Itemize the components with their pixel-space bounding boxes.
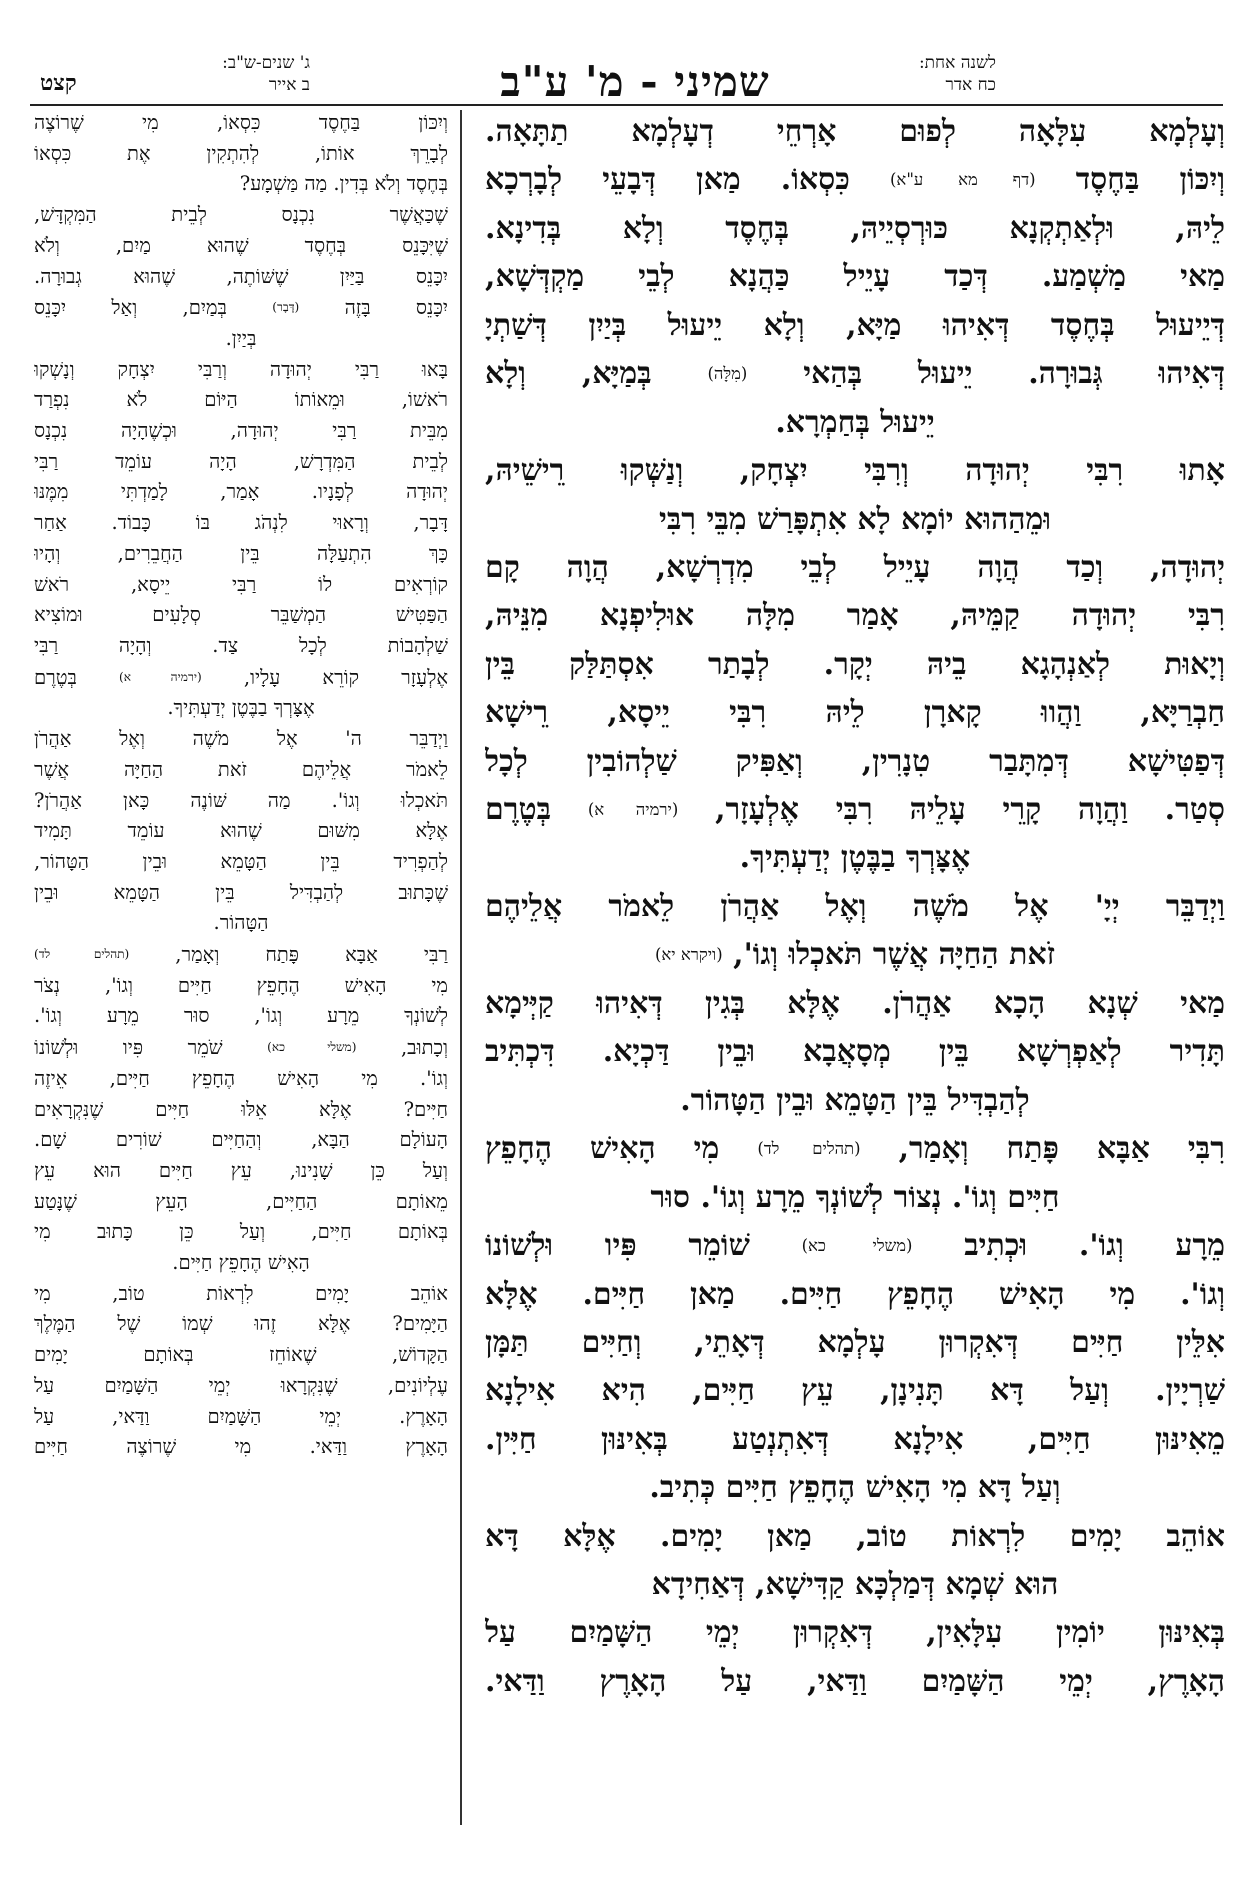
main-text: בְּמַיָּא, וְלָא bbox=[485, 356, 652, 392]
side-line bbox=[34, 1309, 448, 1340]
side-line bbox=[34, 600, 448, 631]
side-line bbox=[34, 1371, 448, 1402]
side-line bbox=[34, 1125, 448, 1156]
side-text: הַקָּדוֹשׁ, שֶׁאוֹחֵז בְּאוֹתָם יָמִים bbox=[34, 1343, 448, 1367]
side-text: עֶלְיוֹנִים, שֶׁנִּקְרָאוּ יְמֵי הַשָּׁמַיִם עַל bbox=[34, 1373, 448, 1397]
side-line bbox=[34, 939, 448, 971]
main-text: דְּפַטִּישָׁא דְּמִתָּבַר טִנָרִין, וְאַפִּיק שַׁלְהוֹבִין לְכָל bbox=[485, 743, 1225, 779]
side-text: לֵאמֹר אֲלֵיהֶם זֹאת הַחַיָּה אֲשֶׁר bbox=[34, 757, 448, 781]
header-right-dates bbox=[856, 52, 996, 96]
main-line bbox=[485, 156, 1225, 205]
side-text: מֵאוֹתָם הַחַיִּים, הָעֵץ שֶׁנָּטַע bbox=[34, 1189, 448, 1213]
side-line bbox=[34, 570, 448, 601]
side-line bbox=[34, 724, 448, 755]
folio-number: קצט bbox=[40, 70, 77, 96]
main-line bbox=[485, 205, 1225, 253]
translation-column bbox=[34, 108, 448, 1838]
side-line bbox=[34, 539, 448, 570]
side-text: הַפַּטִּישׁ הַמְשַׁבֵּר סְלָעִים וּמוֹצִיא bbox=[34, 603, 448, 627]
side-text: אֶצָּרְךָ בַבֶּטֶן יְדַעְתִּיךָ. bbox=[167, 696, 315, 720]
main-text: מַאי מַשְׁמַע. דְּכַד עָיֵיל כַּהֲנָא לְבֵי מַקְדְּשָׁא, bbox=[485, 259, 1225, 295]
main-text: וְגוֹ'. מִי הָאִישׁ הֶחָפֵץ חַיִּים. מַאן חַיִּים. אֶלָּא bbox=[485, 1276, 1225, 1312]
side-text: שַׁלְהָבוֹת לְכָל צַד. וְהָיָה רַבִּי bbox=[34, 633, 448, 657]
side-line bbox=[34, 324, 448, 355]
side-text: קוֹרְאִים לוֹ רַבִּי יֵיסָא, רֹאשׁ bbox=[34, 572, 448, 596]
main-line bbox=[485, 350, 1225, 399]
side-line bbox=[34, 1032, 448, 1064]
main-line bbox=[485, 253, 1225, 301]
side-text: הָאָרֶץ וַדַּאי. מִי שֶׁרוֹצֶה חַיִּים bbox=[34, 1435, 448, 1459]
side-text: מִי הָאִישׁ הֶחָפֵץ חַיִּים וְגוֹ', נְצֹר bbox=[34, 973, 448, 997]
main-line bbox=[485, 1222, 1225, 1271]
main-line bbox=[485, 496, 1225, 544]
header-one-year-date: כח אדר bbox=[945, 75, 996, 95]
main-text: סְטַר. וַהֲוָה קָרֵי עָלֵיהּ רִבִּי אֶלְעָזָר, bbox=[715, 792, 1225, 828]
main-line bbox=[485, 1077, 1225, 1125]
main-text: רִבִּי יְהוּדָה קַמֵּיהּ, אָמַר מִלָּה אוּלִיפְנָא מִנֵּיהּ, bbox=[485, 598, 1225, 634]
side-citation: (משלי כא) bbox=[267, 1040, 357, 1055]
main-line bbox=[485, 786, 1225, 835]
side-citation: (ירמיה א) bbox=[119, 669, 202, 684]
side-line bbox=[34, 755, 448, 786]
main-text: מִי הָאִישׁ הֶחָפֵץ bbox=[485, 1131, 720, 1167]
main-text: שׁוֹמֵר פִּיו וּלְשׁוֹנוֹ bbox=[485, 1228, 750, 1264]
main-line bbox=[485, 931, 1225, 980]
header-rule bbox=[30, 104, 1223, 106]
main-text: מֵאִינּוּן חַיִּים, אִילָנָא דְּאִתְנְטַע בְּאִינּוּן חַיִּין. bbox=[485, 1421, 1225, 1457]
side-text: לְבֵית הַמִּדְרָשׁ, הָיָה עוֹמֵד רַבִּי bbox=[34, 449, 448, 473]
side-text: וְכָתוּב, bbox=[400, 1036, 448, 1060]
main-text: זֹאת הַחַיָּה אֲשֶׁר תֹּאכְלוּ וְגוֹ', bbox=[733, 937, 1056, 973]
main-text: חַבְרַיָּא, וַהֲווּ קָארָן לֵיהּ רִבִּי יֵיסָא, רֵישָׁא bbox=[485, 695, 1225, 731]
side-text: יִכָּנֵס בַּיַּיִן שֶׁשּׁוֹתֶה, שֶׁהוּא גְבוּרָה. bbox=[34, 264, 448, 288]
main-line bbox=[485, 1513, 1225, 1561]
main-citation: (מִלָּה) bbox=[707, 364, 748, 384]
side-line bbox=[34, 1217, 448, 1248]
main-text: הָאָרֶץ, יְמֵי הַשָּׁמַיִם וַדַּאי, עַל הָאָרֶץ וַדַּאי. bbox=[485, 1663, 1225, 1699]
side-text: רֹאשׁוֹ, וּמֵאוֹתוֹ הַיּוֹם לֹא נִפְרַד bbox=[34, 388, 448, 412]
side-line bbox=[34, 508, 448, 539]
side-text: יִכָּנֵס בָּזֶה bbox=[344, 296, 448, 320]
side-line bbox=[34, 786, 448, 817]
main-text: דְּאִיהוּ גְּבוּרָה. יֵיעוּל בְּהַאי bbox=[803, 356, 1225, 392]
side-line bbox=[34, 1064, 448, 1095]
main-line bbox=[485, 1561, 1225, 1609]
main-line bbox=[485, 1319, 1225, 1367]
main-text: מַאי שְׁנָא הָכָא אַהֲרֹן. אֶלָּא בְּגִין דְּאִיהוּ קַיְּימָא bbox=[485, 985, 1225, 1021]
side-line bbox=[34, 1095, 448, 1126]
main-text: כִּסְאוֹ. מַאן דְּבָעֵי לְבָרְכָא bbox=[485, 162, 850, 198]
main-text: וְיָאוּת לְאַנְהָגָא בֵיהּ יְקָר. לְבָתַר אִסְתַּלַּק בֵּין bbox=[485, 646, 1225, 682]
main-text: אָתוּ רִבִּי יְהוּדָה וְרִבִּי יִצְחָק, וְנַשְּׁקוּ רֵישֵׁיהּ, bbox=[485, 453, 1225, 489]
side-text: רַבִּי אַבָּא פָּתַח וְאָמַר, bbox=[175, 943, 448, 967]
main-citation: (משלי כא) bbox=[801, 1235, 913, 1255]
side-text: אוֹהֵב יָמִים לִרְאוֹת טוֹב, מִי bbox=[34, 1281, 448, 1305]
side-line bbox=[34, 631, 448, 662]
main-text: רִבִּי אַבָּא פָּתַח וְאָמַר, bbox=[898, 1131, 1225, 1167]
main-citation: (ירמיה א) bbox=[587, 799, 679, 819]
side-line bbox=[34, 878, 448, 909]
main-text: אֶצָּרְךָ בַבֶּטֶן יְדַעְתִּיךָ. bbox=[739, 840, 971, 876]
side-line bbox=[34, 693, 448, 724]
side-text: וְעַל כֵּן שָׁנִינוּ, עֵץ חַיִּים הוּא עֵץ bbox=[34, 1158, 448, 1182]
side-text: אֶלָּא מִשּׁוּם שֶׁהוּא עוֹמֵד תָּמִיד bbox=[34, 819, 448, 843]
side-text: כָּךְ הִתְעַלָּה בֵּין הַחֲבֵרִים, וְהָיוּ bbox=[34, 541, 448, 565]
main-line bbox=[485, 1658, 1225, 1706]
main-line bbox=[485, 883, 1225, 931]
main-line bbox=[485, 399, 1225, 447]
main-line bbox=[485, 447, 1225, 495]
main-text: וְעָלְמָא עִלָּאָה לְפוּם אָרְחֵי דְעָלְמָא תַתָּאָה. bbox=[485, 114, 1225, 149]
main-text: בְּטֶרֶם bbox=[485, 792, 552, 828]
side-text: שֶׁכַּאֲשֶׁר נִכְנָס לְבֵית הַמִּקְדָּשׁ, bbox=[34, 203, 448, 227]
side-line bbox=[34, 385, 448, 416]
main-line bbox=[485, 1028, 1225, 1076]
side-citation: (דָּבָר) bbox=[272, 300, 300, 315]
main-line bbox=[485, 1464, 1225, 1512]
main-line bbox=[485, 1609, 1225, 1657]
main-text: יְהוּדָה, וְכַד הֲוָה עָיֵיל לְבֵי מִדְרְשָׁא, הֲוָה קָם bbox=[485, 549, 1225, 585]
main-line bbox=[485, 108, 1225, 156]
side-text: אֶלְעָזָר קוֹרֵא עָלָיו, bbox=[243, 665, 448, 689]
side-line bbox=[34, 477, 448, 508]
main-text: אִלֵּין חַיִּים דְּאִקְרוּן עָלְמָא דְּאָתֵי, וְחַיִּים תַּמָּן bbox=[485, 1324, 1225, 1360]
side-line bbox=[34, 416, 448, 447]
side-text: מִבֵּית רַבִּי יְהוּדָה, וּכְשֶׁהָיָה נִכְנָס bbox=[34, 419, 448, 443]
side-text: תֹּאכְלוּ וְגוֹ'. מַה שּׁוֹנֶה כָּאן אַהֲרֹן? bbox=[34, 788, 448, 812]
main-line bbox=[485, 1271, 1225, 1319]
side-text: בְּחֶסֶד וְלֹא בְּדִין. מַה מַּשְׁמָע? bbox=[239, 172, 448, 196]
main-line bbox=[485, 544, 1225, 592]
side-citation: (תהלים לד) bbox=[34, 947, 130, 962]
main-line bbox=[485, 592, 1225, 640]
column-divider bbox=[460, 110, 462, 1825]
main-text: שַׁרְיָין. וְעַל דָּא תָּנִינָן, עֵץ חַיִּים, הִיא אִילָנָא bbox=[485, 1373, 1225, 1409]
side-text: הָעוֹלָם הַבָּא, וְהַחַיִּים שׁוֹרִים שָׁם. bbox=[34, 1128, 448, 1152]
main-line bbox=[485, 689, 1225, 737]
side-text: יְהוּדָה לְפָנָיו. אָמַר, לָמַדְתִּי מִמֶּנּוּ bbox=[34, 480, 448, 504]
side-text: לְשׁוֹנְךָ מֵרָע וְגוֹ', סוּר מֵרָע וְגוֹ'. bbox=[34, 1004, 448, 1028]
side-text: וְגוֹ'. מִי הָאִישׁ הֶחָפֵץ חַיִּים, אֵיזֶה bbox=[34, 1066, 448, 1090]
main-text: דְּיֵיעוּל בְּחֶסֶד דְּאִיהוּ מַיָּא, וְלָא יֵיעוּל בְּיַיִן דְּשַׁתְיָ bbox=[485, 307, 1225, 343]
side-text: הַטָּהוֹר. bbox=[213, 911, 269, 935]
main-text: בְּאִינּוּן יוֹמִין עִלָּאִין, דְּאִקְרוּן יְמֵי הַשָּׁמַיִם עַל bbox=[485, 1615, 1225, 1651]
side-line bbox=[34, 1187, 448, 1218]
main-line bbox=[485, 1367, 1225, 1415]
main-text: לְהַבְדִּיל בֵּין הַטָּמֵא וּבֵין הַטָּהוֹר. bbox=[680, 1082, 1030, 1118]
side-text: שֶׁכָּתוּב לְהַבְדִּיל בֵּין הַטָּמֵא וּבֵין bbox=[34, 880, 448, 904]
header-three-years-label: ג' שנים-ש"ב: bbox=[222, 53, 310, 73]
side-text: שֹׁמֵר פִּיו וּלְשׁוֹנוֹ bbox=[34, 1036, 223, 1060]
side-line bbox=[34, 231, 448, 262]
side-line bbox=[34, 1340, 448, 1371]
side-line bbox=[34, 262, 448, 293]
side-line bbox=[34, 447, 448, 478]
side-line bbox=[34, 1156, 448, 1187]
main-text: תָּדִיר לְאַפְרְשָׁא בֵּין מְסָאֲבָא וּבֵין דַּכְיָא. דִּכְתִּיב bbox=[485, 1034, 1225, 1070]
main-text: לֵיהּ, וּלְאַתְקְנָא כּוּרְסְיֵיהּ, בְּחֶסֶד וְלָא בְּדִינָא. bbox=[485, 210, 1225, 246]
side-text: בְּיַיִן. bbox=[225, 326, 257, 350]
side-line bbox=[34, 1001, 448, 1032]
side-text: וְיִכּוֹן בַּחֶסֶד כִּסְאוֹ, מִי שֶׁרוֹצֶה bbox=[34, 111, 448, 134]
main-citation: (דף מא ע"א) bbox=[889, 170, 1036, 190]
main-line bbox=[485, 302, 1225, 350]
main-text: וּמֵהַהוּא יוֹמָא לָא אִתְפָּרַשׁ מִבֵּי רִבִּי bbox=[658, 501, 1052, 537]
side-text: בְּטֶרֶם bbox=[34, 665, 77, 689]
side-text: הַיָּמִים? אֶלָּא זֶהוּ שְׁמוֹ שֶׁל הַמֶּלֶךְ bbox=[34, 1312, 448, 1336]
main-text: הוּא שְׁמָא דְּמַלְכָּא קַדִּישָׁא, דְּאַחִידָא bbox=[651, 1566, 1059, 1602]
main-line bbox=[485, 738, 1225, 786]
main-text: מֵרָע וְגוֹ'. וּכְתִיב bbox=[964, 1228, 1225, 1264]
main-citation: (ויקרא יא) bbox=[654, 945, 723, 965]
main-line bbox=[485, 1174, 1225, 1222]
side-text: לְהַפְרִיד בֵּין הַטָּמֵא וּבֵין הַטָּהוֹר, bbox=[34, 849, 448, 873]
main-line bbox=[485, 1416, 1225, 1464]
side-line bbox=[34, 908, 448, 939]
header-one-year-label: לשנה אחת: bbox=[918, 53, 996, 73]
main-citation: (תהלים לד) bbox=[757, 1139, 861, 1159]
main-line bbox=[485, 1125, 1225, 1174]
side-line bbox=[34, 108, 448, 139]
side-line bbox=[34, 1432, 448, 1463]
side-line bbox=[34, 200, 448, 231]
side-text: בָּאוּ רַבִּי יְהוּדָה וְרַבִּי יִצְחָק וְנָשְׁקוּ bbox=[34, 357, 448, 381]
header-three-years-date: ב אייר bbox=[268, 75, 310, 95]
side-text: וַיְדַבֵּר ה' אֶל מֹשֶׁה וְאֶל אַהֲרֹן bbox=[34, 727, 448, 751]
side-line bbox=[34, 292, 448, 324]
main-text: אוֹהֵב יָמִים לִרְאוֹת טוֹב, מַאן יָמִים. אֶלָּא דָּא bbox=[485, 1518, 1225, 1554]
side-line bbox=[34, 662, 448, 694]
side-text: דָּבָר, וְרָאוּי לִנְהֹג בּוֹ כָּבוֹד. אַחַר bbox=[34, 511, 448, 535]
main-text-column bbox=[485, 108, 1225, 1838]
side-line bbox=[34, 971, 448, 1002]
main-line bbox=[485, 641, 1225, 689]
main-line bbox=[485, 834, 1225, 882]
main-text: וַיְדַבֵּר יְיָ' אֶל מֹשֶׁה וְאֶל אַהֲרֹן לֵאמֹר אֲלֵיהֶם bbox=[485, 888, 1225, 924]
side-text: הָאִישׁ הֶחָפֵץ חַיִּים. bbox=[172, 1251, 310, 1275]
side-line bbox=[34, 847, 448, 878]
side-text: הָאָרֶץ. יְמֵי הַשָּׁמַיִם וַדַּאי, עַל bbox=[34, 1404, 448, 1428]
page-title: שמיני - מ' ע"ב bbox=[500, 57, 770, 106]
main-text: וְעַל דָּא מִי הָאִישׁ הֶחָפֵץ חַיִּים כְּתִיב. bbox=[649, 1470, 1061, 1506]
side-line bbox=[34, 1279, 448, 1310]
side-line bbox=[34, 355, 448, 386]
main-text: חַיִּים וְגוֹ'. נְצוֹר לְשׁוֹנְךָ מֵרָע וְגוֹ'. סוּר bbox=[650, 1179, 1060, 1215]
side-text: שֶׁיִּכָּנֵס בְּחֶסֶד שֶׁהוּא מַיִם, וְלֹא bbox=[34, 233, 448, 257]
side-line bbox=[34, 139, 448, 170]
side-line bbox=[34, 169, 448, 200]
side-text: לְבָרֵךְ אוֹתוֹ, לְהִתְקִין אֶת כִּסְאוֹ bbox=[34, 141, 448, 165]
main-text: יֵיעוּל בְּחַמְרָא. bbox=[775, 404, 935, 440]
side-line bbox=[34, 1402, 448, 1433]
side-text: בְּמַיִם, וְאַל יִכָּנֵס bbox=[34, 296, 227, 320]
side-text: בְּאוֹתָם חַיִּים, וְעַל כֵּן כָּתוּב מִי bbox=[34, 1220, 448, 1244]
header-left-dates bbox=[160, 52, 310, 96]
main-text: וְיִכּוֹן בַּחֶסֶד bbox=[1075, 162, 1225, 198]
side-line bbox=[34, 1248, 448, 1279]
main-line bbox=[485, 980, 1225, 1028]
side-text: חַיִּים? אֶלָּא אֵלּוּ חַיִּים שֶׁנִּקְרָאִים bbox=[34, 1097, 448, 1121]
side-line bbox=[34, 816, 448, 847]
